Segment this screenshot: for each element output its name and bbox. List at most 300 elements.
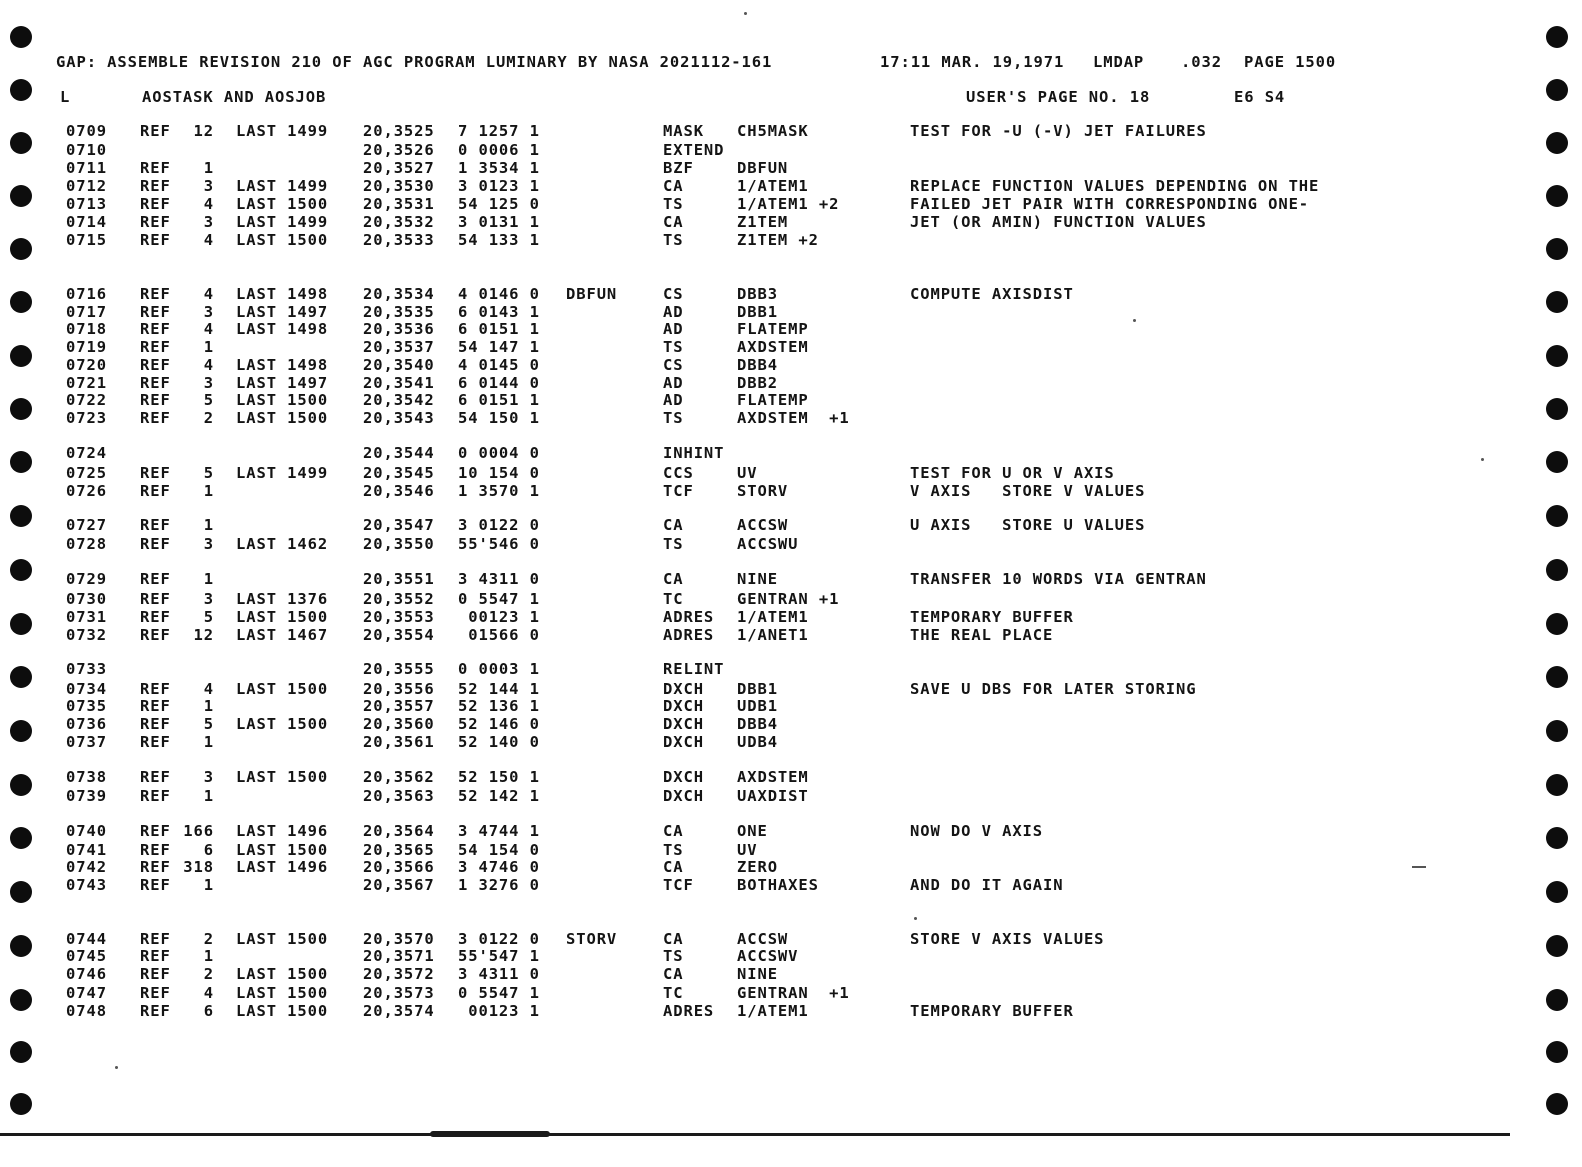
ref-count: 1 — [203, 787, 214, 805]
last-ref: LAST 1500 — [236, 1002, 329, 1020]
line-number: 0721 — [66, 374, 107, 392]
ref-count: 3 — [203, 535, 214, 553]
comment: TEMPORARY BUFFER — [910, 1002, 1074, 1020]
ref-label: REF — [140, 374, 171, 392]
ref-count: 4 — [203, 356, 214, 374]
sprocket-hole — [1546, 79, 1568, 101]
opcode: CA — [663, 930, 684, 948]
ref-label: REF — [140, 787, 171, 805]
ref-label: REF — [140, 303, 171, 321]
ref-label: REF — [140, 1002, 171, 1020]
opcode: DXCH — [663, 697, 704, 715]
ref-label: REF — [140, 177, 171, 195]
opcode: TS — [663, 409, 684, 427]
ref-count: 4 — [203, 231, 214, 249]
address: 20,3557 — [363, 697, 435, 715]
ref-label: REF — [140, 841, 171, 859]
ref-label: REF — [140, 409, 171, 427]
opcode: DXCH — [663, 715, 704, 733]
comment: NOW DO V AXIS — [910, 822, 1044, 840]
ref-count: 5 — [203, 608, 214, 626]
comment: STORE V AXIS VALUES — [910, 930, 1105, 948]
address: 20,3525 — [363, 122, 435, 140]
sprocket-hole — [10, 132, 32, 154]
octal-code: 0 0004 0 — [458, 444, 540, 462]
octal-code: 52 140 0 — [458, 733, 540, 751]
line-number: 0736 — [66, 715, 107, 733]
operand: UV — [737, 464, 758, 482]
sprocket-hole — [1546, 185, 1568, 207]
operand: DBFUN — [737, 159, 789, 177]
address: 20,3546 — [363, 482, 435, 500]
address: 20,3551 — [363, 570, 435, 588]
address: 20,3531 — [363, 195, 435, 213]
operand: ACCSW — [737, 930, 789, 948]
opcode: ADRES — [663, 1002, 715, 1020]
address: 20,3571 — [363, 947, 435, 965]
octal-code: 0 0003 1 — [458, 660, 540, 678]
sprocket-hole — [10, 451, 32, 473]
operand: ACCSWV — [737, 947, 799, 965]
opcode: CA — [663, 177, 684, 195]
ref-count: 2 — [203, 409, 214, 427]
octal-code: 1 3570 1 — [458, 482, 540, 500]
line-number: 0731 — [66, 608, 107, 626]
octal-code: 1 3534 1 — [458, 159, 540, 177]
address: 20,3554 — [363, 626, 435, 644]
speck — [914, 917, 917, 920]
sprocket-hole — [10, 185, 32, 207]
operand: Z1TEM +2 — [737, 231, 819, 249]
octal-code: 6 0143 1 — [458, 303, 540, 321]
opcode: EXTEND — [663, 141, 725, 159]
address: 20,3527 — [363, 159, 435, 177]
ref-label: REF — [140, 338, 171, 356]
ref-label: REF — [140, 535, 171, 553]
octal-code: 54 133 1 — [458, 231, 540, 249]
line-number: 0718 — [66, 320, 107, 338]
address: 20,3560 — [363, 715, 435, 733]
last-ref: LAST 1500 — [236, 231, 329, 249]
address: 20,3562 — [363, 768, 435, 786]
sprocket-hole — [1546, 559, 1568, 581]
octal-code: 52 136 1 — [458, 697, 540, 715]
operand: GENTRAN +1 — [737, 984, 850, 1002]
opcode: TS — [663, 841, 684, 859]
line-number: 0740 — [66, 822, 107, 840]
address: 20,3566 — [363, 858, 435, 876]
sprocket-hole — [1546, 613, 1568, 635]
sprocket-hole — [1546, 132, 1568, 154]
page-tear-smudge — [430, 1131, 550, 1137]
ref-label: REF — [140, 482, 171, 500]
operand: UDB1 — [737, 697, 778, 715]
listing-timestamp: 17:11 MAR. 19,1971 — [880, 53, 1065, 71]
operand: DBB3 — [737, 285, 778, 303]
ref-label: REF — [140, 768, 171, 786]
sprocket-hole — [10, 79, 32, 101]
operand: CH5MASK — [737, 122, 809, 140]
opcode: MASK — [663, 122, 704, 140]
listing-version: .032 — [1181, 53, 1222, 71]
ref-count: 1 — [203, 516, 214, 534]
ref-count: 3 — [203, 590, 214, 608]
sprocket-hole — [10, 1041, 32, 1063]
address: 20,3543 — [363, 409, 435, 427]
comment: JET (OR AMIN) FUNCTION VALUES — [910, 213, 1207, 231]
octal-code: 55'547 1 — [458, 947, 540, 965]
line-number: 0734 — [66, 680, 107, 698]
operand: UDB4 — [737, 733, 778, 751]
sprocket-hole — [10, 1093, 32, 1115]
sprocket-hole — [1546, 345, 1568, 367]
octal-code: 0 0006 1 — [458, 141, 540, 159]
line-number: 0719 — [66, 338, 107, 356]
operand: FLATEMP — [737, 320, 809, 338]
opcode: DXCH — [663, 787, 704, 805]
octal-code: 0 5547 1 — [458, 590, 540, 608]
line-number: 0742 — [66, 858, 107, 876]
operand: DBB4 — [737, 715, 778, 733]
ref-count: 5 — [203, 391, 214, 409]
octal-code: 52 142 1 — [458, 787, 540, 805]
ref-count: 3 — [203, 374, 214, 392]
octal-code: 3 0123 1 — [458, 177, 540, 195]
operand: NINE — [737, 570, 778, 588]
opcode: TCF — [663, 876, 694, 894]
line-number: 0729 — [66, 570, 107, 588]
opcode: CS — [663, 285, 684, 303]
opcode: CS — [663, 356, 684, 374]
address: 20,3570 — [363, 930, 435, 948]
ref-label: REF — [140, 391, 171, 409]
octal-code: 3 4311 0 — [458, 570, 540, 588]
line-number: 0738 — [66, 768, 107, 786]
ref-label: REF — [140, 608, 171, 626]
address: 20,3530 — [363, 177, 435, 195]
comment: FAILED JET PAIR WITH CORRESPONDING ONE- — [910, 195, 1310, 213]
last-ref: LAST 1497 — [236, 374, 329, 392]
sprocket-hole — [10, 827, 32, 849]
section-title: AOSTASK AND AOSJOB — [142, 88, 327, 106]
octal-code: 54 154 0 — [458, 841, 540, 859]
operand: 1/ATEM1 — [737, 608, 809, 626]
ref-label: REF — [140, 697, 171, 715]
ref-count: 1 — [203, 159, 214, 177]
sprocket-hole — [10, 666, 32, 688]
line-number: 0737 — [66, 733, 107, 751]
opcode: CA — [663, 570, 684, 588]
last-ref: LAST 1500 — [236, 930, 329, 948]
octal-code: 0 5547 1 — [458, 984, 540, 1002]
section-code: E6 S4 — [1234, 88, 1286, 106]
ref-count: 1 — [203, 570, 214, 588]
last-ref: LAST 1500 — [236, 715, 329, 733]
opcode: ADRES — [663, 608, 715, 626]
octal-code: 00123 1 — [458, 608, 540, 626]
page-number: PAGE 1500 — [1244, 53, 1337, 71]
octal-code: 00123 1 — [458, 1002, 540, 1020]
ref-count: 4 — [203, 320, 214, 338]
ref-label: REF — [140, 733, 171, 751]
address: 20,3574 — [363, 1002, 435, 1020]
octal-code: 6 0151 1 — [458, 391, 540, 409]
ref-label: REF — [140, 822, 171, 840]
sprocket-hole — [1546, 398, 1568, 420]
ref-label: REF — [140, 680, 171, 698]
line-number: 0722 — [66, 391, 107, 409]
sprocket-hole — [1546, 1093, 1568, 1115]
address: 20,3534 — [363, 285, 435, 303]
ref-count: 1 — [203, 947, 214, 965]
operand: DBB1 — [737, 680, 778, 698]
sprocket-hole — [10, 505, 32, 527]
ref-count: 12 — [193, 122, 214, 140]
last-ref: LAST 1499 — [236, 122, 329, 140]
octal-code: 3 4744 1 — [458, 822, 540, 840]
operand: NINE — [737, 965, 778, 983]
ref-label: REF — [140, 122, 171, 140]
listing-module: LMDAP — [1093, 53, 1145, 71]
sprocket-hole — [1546, 505, 1568, 527]
speck — [1412, 866, 1426, 868]
comment: SAVE U DBS FOR LATER STORING — [910, 680, 1197, 698]
sprocket-hole — [10, 26, 32, 48]
operand: ZERO — [737, 858, 778, 876]
sprocket-hole — [1546, 451, 1568, 473]
line-number: 0726 — [66, 482, 107, 500]
sprocket-hole — [1546, 827, 1568, 849]
octal-code: 01566 0 — [458, 626, 540, 644]
last-ref: LAST 1500 — [236, 680, 329, 698]
comment: TRANSFER 10 WORDS VIA GENTRAN — [910, 570, 1207, 588]
address: 20,3537 — [363, 338, 435, 356]
ref-count: 2 — [203, 930, 214, 948]
octal-code: 55'546 0 — [458, 535, 540, 553]
operand: ONE — [737, 822, 768, 840]
sprocket-hole — [1546, 989, 1568, 1011]
sprocket-hole — [1546, 291, 1568, 313]
opcode: CA — [663, 858, 684, 876]
ref-count: 4 — [203, 984, 214, 1002]
operand: 1/ATEM1 — [737, 177, 809, 195]
operand: DBB2 — [737, 374, 778, 392]
last-ref: LAST 1467 — [236, 626, 329, 644]
opcode: TC — [663, 984, 684, 1002]
page-tear-line — [0, 1133, 1510, 1136]
octal-code: 54 147 1 — [458, 338, 540, 356]
ref-label: REF — [140, 876, 171, 894]
symbol-label: STORV — [566, 930, 618, 948]
address: 20,3536 — [363, 320, 435, 338]
address: 20,3564 — [363, 822, 435, 840]
address: 20,3532 — [363, 213, 435, 231]
octal-code: 3 0122 0 — [458, 930, 540, 948]
address: 20,3545 — [363, 464, 435, 482]
comment: TEST FOR -U (-V) JET FAILURES — [910, 122, 1207, 140]
listing-marker: L — [60, 88, 71, 106]
opcode: AD — [663, 374, 684, 392]
sprocket-hole — [1546, 720, 1568, 742]
sprocket-hole — [10, 774, 32, 796]
ref-count: 6 — [203, 841, 214, 859]
operand: 1/ATEM1 — [737, 1002, 809, 1020]
ref-count: 1 — [203, 482, 214, 500]
line-number: 0730 — [66, 590, 107, 608]
comment: U AXIS STORE U VALUES — [910, 516, 1146, 534]
sprocket-hole — [10, 720, 32, 742]
octal-code: 1 3276 0 — [458, 876, 540, 894]
opcode: AD — [663, 391, 684, 409]
opcode: DXCH — [663, 680, 704, 698]
sprocket-hole — [1546, 935, 1568, 957]
address: 20,3567 — [363, 876, 435, 894]
line-number: 0735 — [66, 697, 107, 715]
operand: UAXDIST — [737, 787, 809, 805]
ref-count: 4 — [203, 680, 214, 698]
last-ref: LAST 1500 — [236, 608, 329, 626]
last-ref: LAST 1500 — [236, 965, 329, 983]
ref-label: REF — [140, 195, 171, 213]
sprocket-hole — [10, 881, 32, 903]
line-number: 0743 — [66, 876, 107, 894]
ref-count: 1 — [203, 338, 214, 356]
comment: THE REAL PLACE — [910, 626, 1054, 644]
address: 20,3572 — [363, 965, 435, 983]
line-number: 0724 — [66, 444, 107, 462]
octal-code: 54 125 0 — [458, 195, 540, 213]
line-number: 0727 — [66, 516, 107, 534]
ref-label: REF — [140, 356, 171, 374]
listing-title: GAP: ASSEMBLE REVISION 210 OF AGC PROGRAM LUMINARY BY NASA 2021112-161 — [56, 53, 773, 71]
line-number: 0748 — [66, 1002, 107, 1020]
line-number: 0713 — [66, 195, 107, 213]
sprocket-hole — [10, 559, 32, 581]
sprocket-hole — [10, 613, 32, 635]
line-number: 0712 — [66, 177, 107, 195]
ref-label: REF — [140, 231, 171, 249]
opcode: CA — [663, 213, 684, 231]
operand: ACCSWU — [737, 535, 799, 553]
line-number: 0711 — [66, 159, 107, 177]
sprocket-hole — [1546, 238, 1568, 260]
ref-count: 166 — [183, 822, 214, 840]
ref-count: 1 — [203, 876, 214, 894]
opcode: TCF — [663, 482, 694, 500]
ref-count: 1 — [203, 697, 214, 715]
operand: ACCSW — [737, 516, 789, 534]
line-number: 0715 — [66, 231, 107, 249]
address: 20,3535 — [363, 303, 435, 321]
operand: UV — [737, 841, 758, 859]
ref-count: 4 — [203, 195, 214, 213]
opcode: DXCH — [663, 768, 704, 786]
operand: STORV — [737, 482, 789, 500]
last-ref: LAST 1500 — [236, 409, 329, 427]
opcode: RELINT — [663, 660, 725, 678]
ref-label: REF — [140, 516, 171, 534]
octal-code: 54 150 1 — [458, 409, 540, 427]
line-number: 0747 — [66, 984, 107, 1002]
ref-label: REF — [140, 285, 171, 303]
sprocket-hole — [1546, 774, 1568, 796]
opcode: CA — [663, 516, 684, 534]
operand: 1/ANET1 — [737, 626, 809, 644]
line-number: 0732 — [66, 626, 107, 644]
address: 20,3555 — [363, 660, 435, 678]
opcode: TS — [663, 947, 684, 965]
opcode: CCS — [663, 464, 694, 482]
ref-label: REF — [140, 626, 171, 644]
address: 20,3540 — [363, 356, 435, 374]
address: 20,3547 — [363, 516, 435, 534]
ref-label: REF — [140, 320, 171, 338]
octal-code: 10 154 0 — [458, 464, 540, 482]
ref-count: 3 — [203, 768, 214, 786]
ref-label: REF — [140, 213, 171, 231]
last-ref: LAST 1499 — [236, 177, 329, 195]
line-number: 0741 — [66, 841, 107, 859]
ref-label: REF — [140, 984, 171, 1002]
line-number: 0746 — [66, 965, 107, 983]
last-ref: LAST 1500 — [236, 841, 329, 859]
address: 20,3565 — [363, 841, 435, 859]
operand: 1/ATEM1 +2 — [737, 195, 840, 213]
octal-code: 3 4746 0 — [458, 858, 540, 876]
sprocket-hole — [1546, 666, 1568, 688]
ref-count: 3 — [203, 303, 214, 321]
last-ref: LAST 1496 — [236, 858, 329, 876]
operand: AXDSTEM — [737, 768, 809, 786]
speck — [1481, 458, 1484, 461]
last-ref: LAST 1462 — [236, 535, 329, 553]
last-ref: LAST 1496 — [236, 822, 329, 840]
speck — [115, 1066, 118, 1069]
last-ref: LAST 1376 — [236, 590, 329, 608]
ref-count: 5 — [203, 715, 214, 733]
line-number: 0717 — [66, 303, 107, 321]
opcode: TC — [663, 590, 684, 608]
octal-code: 4 0145 0 — [458, 356, 540, 374]
last-ref: LAST 1497 — [236, 303, 329, 321]
opcode: TS — [663, 195, 684, 213]
address: 20,3542 — [363, 391, 435, 409]
comment: TEST FOR U OR V AXIS — [910, 464, 1115, 482]
line-number: 0745 — [66, 947, 107, 965]
comment: V AXIS STORE V VALUES — [910, 482, 1146, 500]
octal-code: 6 0151 1 — [458, 320, 540, 338]
sprocket-hole — [1546, 1041, 1568, 1063]
address: 20,3556 — [363, 680, 435, 698]
operand: FLATEMP — [737, 391, 809, 409]
opcode: TS — [663, 535, 684, 553]
comment: AND DO IT AGAIN — [910, 876, 1064, 894]
sprocket-hole — [10, 989, 32, 1011]
operand: DBB4 — [737, 356, 778, 374]
opcode: TS — [663, 338, 684, 356]
address: 20,3561 — [363, 733, 435, 751]
octal-code: 52 146 0 — [458, 715, 540, 733]
last-ref: LAST 1498 — [236, 285, 329, 303]
comment: TEMPORARY BUFFER — [910, 608, 1074, 626]
opcode: BZF — [663, 159, 694, 177]
address: 20,3550 — [363, 535, 435, 553]
last-ref: LAST 1498 — [236, 356, 329, 374]
line-number: 0714 — [66, 213, 107, 231]
symbol-label: DBFUN — [566, 285, 618, 303]
operand: Z1TEM — [737, 213, 789, 231]
opcode: AD — [663, 320, 684, 338]
